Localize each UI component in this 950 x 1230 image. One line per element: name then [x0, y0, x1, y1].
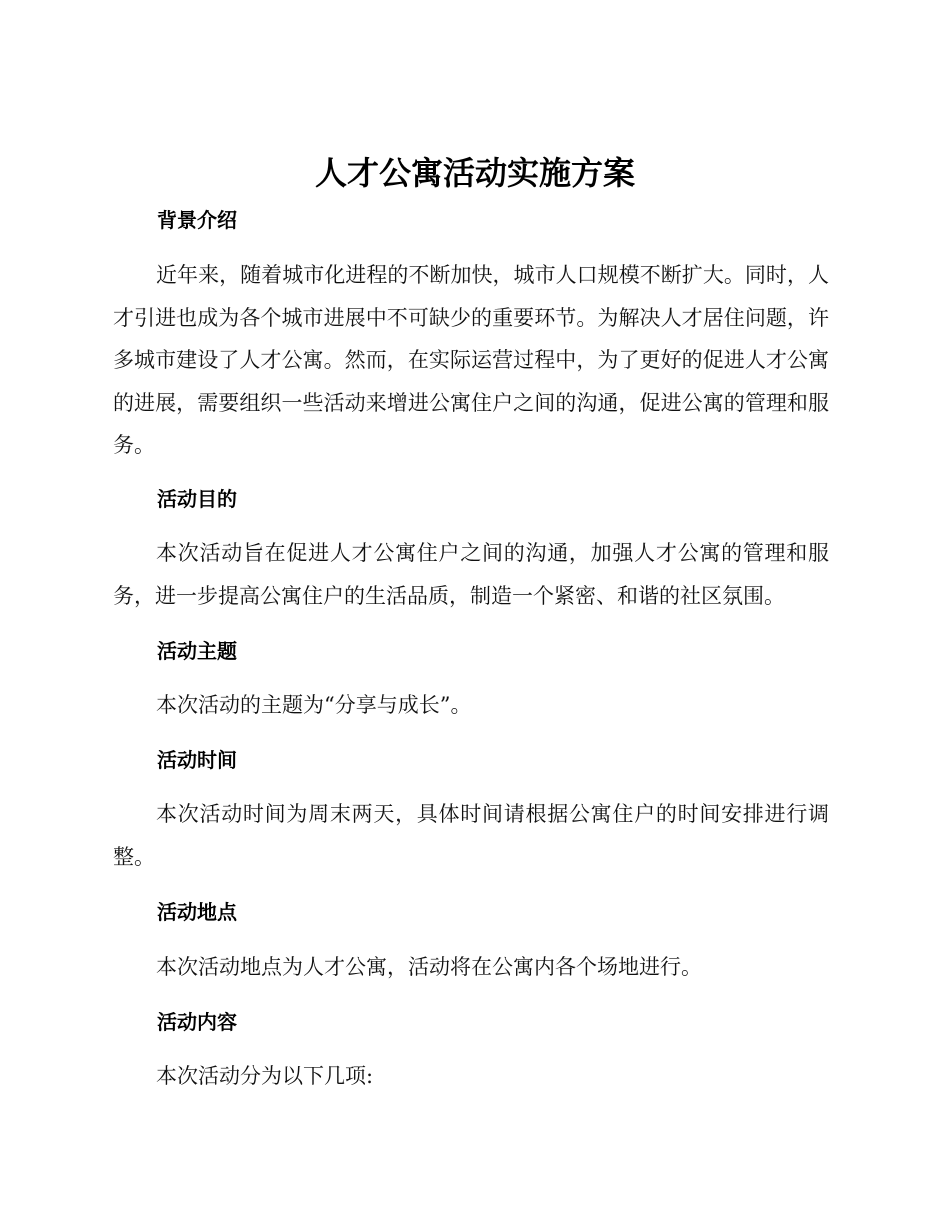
- document-title: 人才公寓活动实施方案: [314, 154, 635, 192]
- section-paragraph-location: 本次活动地点为人才公寓，活动将在公寓内各个场地进行。: [156, 955, 702, 979]
- section-paragraph-purpose: 本次活动旨在促进人才公寓住户之间的沟通，加强人才公寓的管理和服务，进一步提高公寓住户的生活品质，制造一个紧密、和谐的社区氛围。: [113, 541, 829, 608]
- section-paragraph-background: 近年来，随着城市化进程的不断加快，城市人口规模不断扩大。同时，人才引进也成为各个城市进展中不可缺少的重要环节。为解决人才居住问题，许多城市建设了人才公寓。然而，在实际运营过程中，为了更好的促进人才公寓的进展，需要组织一些活动来增进公寓住户之间的沟通，促进公寓的管理和服务。: [113, 263, 829, 457]
- section-heading-time: 活动时间: [157, 748, 237, 772]
- section-heading-content: 活动内容: [157, 1010, 237, 1034]
- section-heading-purpose: 活动目的: [157, 487, 237, 511]
- section-paragraph-theme: 本次活动的主题为“分享与成长”。: [156, 693, 472, 717]
- section-paragraph-time: 本次活动时间为周末两天，具体时间请根据公寓住户的时间安排进行调整。: [113, 802, 829, 869]
- section-heading-location: 活动地点: [157, 900, 237, 924]
- section-heading-theme: 活动主题: [157, 639, 237, 663]
- section-paragraph-content: 本次活动分为以下几项:: [156, 1064, 374, 1088]
- section-heading-background: 背景介绍: [157, 208, 237, 232]
